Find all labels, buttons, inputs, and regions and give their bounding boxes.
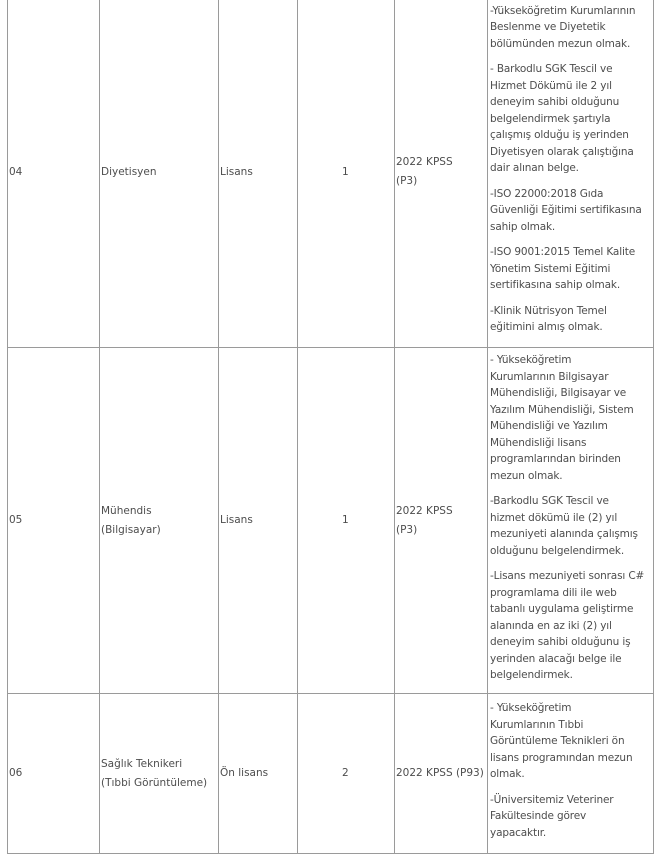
requirement-paragraph [490, 493, 653, 559]
kpss-score-type: 2022 KPSS [396, 504, 453, 517]
requirement-line: mezun olmak. [490, 469, 563, 482]
requirement-paragraph [490, 792, 653, 842]
requirement-line: Kurumlarının Tıbbi [490, 718, 584, 731]
requirement-line: belgelendirmek şartıyla [490, 112, 611, 125]
quantity: 1 [342, 514, 349, 527]
requirement-line: alanında en az iki (2) yıl [490, 619, 612, 632]
requirements-cell [488, 348, 654, 694]
requirement-line: olduğunu belgelendirmek. [490, 544, 625, 557]
kpss-score-type: 2022 KPSS (P93) [396, 767, 484, 779]
requirements-cell [488, 693, 654, 853]
position-number: 04 [9, 165, 23, 178]
kpss-score-type: (P3) [396, 175, 418, 187]
requirement-line: Fakültesinde görev [490, 810, 587, 822]
requirement-line: Güvenliği Eğitimi sertifikasına [490, 204, 642, 216]
kpss-cell [395, 693, 488, 853]
position-number-cell [8, 0, 100, 348]
kpss-cell [395, 348, 488, 694]
positions-table [7, 0, 654, 854]
requirement-line: bölümünden mezun olmak. [490, 37, 631, 50]
requirement-line: -Barkodlu SGK Tescil ve [490, 495, 609, 507]
position-number-cell [8, 348, 100, 694]
requirement-line: Yazılım Mühendisliği, Sistem [490, 403, 634, 416]
requirement-line: Mühendisliği ve Yazılım [490, 420, 608, 432]
requirement-paragraph [490, 700, 653, 783]
requirement-line: -Yükseköğretim Kurumlarının [490, 4, 636, 17]
requirement-line: mezuniyeti alanında çalışmış [490, 528, 638, 540]
position-title: (Tıbbi Görüntüleme) [101, 776, 208, 789]
position-title-cell [100, 348, 219, 694]
requirement-paragraph [490, 3, 653, 53]
requirement-paragraph [490, 352, 653, 484]
requirements-cell [488, 0, 654, 348]
requirement-line: -ISO 9001:2015 Temel Kalite [490, 246, 636, 258]
requirement-line: tabanlı uygulama geliştirme [490, 603, 634, 615]
requirement-line: programlarından birinden [490, 453, 621, 465]
table-row [8, 0, 654, 348]
positions-table-body [8, 0, 654, 853]
kpss-score-type: (P3) [396, 523, 418, 536]
requirement-line: sertifikasına sahip olmak. [490, 279, 621, 291]
quantity-cell [298, 0, 395, 348]
requirement-line: programlama dili ile web [490, 586, 617, 599]
position-number: 06 [9, 767, 23, 779]
quantity: 2 [342, 767, 349, 779]
requirement-line: Kurumlarının Bilgisayar [490, 370, 609, 383]
requirement-line: Görüntüleme Teknikleri ön [490, 735, 625, 747]
requirement-line: Hizmet Dökümü ile 2 yıl [490, 79, 612, 92]
education-level-cell [219, 693, 298, 853]
quantity-cell [298, 693, 395, 853]
requirement-line: dair alınan belge. [490, 162, 579, 174]
requirement-paragraph [490, 61, 653, 177]
position-title: Diyetisyen [101, 165, 157, 178]
position-title: (Bilgisayar) [101, 523, 161, 536]
requirement-line: Mühendisliği, Bilgisayar ve [490, 387, 627, 399]
requirement-line: lisans programından mezun [490, 751, 633, 764]
quantity-cell [298, 348, 395, 694]
requirement-paragraph [490, 303, 653, 336]
requirements [488, 0, 653, 336]
requirement-line: Diyetisyen olarak çalıştığına [490, 145, 634, 158]
education-level-cell [219, 0, 298, 348]
education-level: Ön lisans [220, 767, 269, 779]
requirement-line: olmak. [490, 768, 525, 780]
requirement-line: çalışmış olduğu iş yerinden [490, 129, 629, 141]
kpss-score-type: 2022 KPSS [396, 156, 453, 168]
requirement-line: Yönetim Sistemi Eğitimi [490, 262, 611, 275]
requirement-line: -Üniversitemiz Veteriner [490, 793, 614, 806]
position-title-cell [100, 0, 219, 348]
requirement-line: hizmet dökümü ile (2) yıl [490, 511, 618, 524]
requirement-line: deneyim sahibi olduğunu [490, 96, 620, 108]
education-level-cell [219, 348, 298, 694]
requirement-paragraph [490, 568, 653, 684]
position-title: Mühendis [101, 504, 152, 517]
requirements [488, 696, 653, 841]
table-row [8, 693, 654, 853]
requirement-line: deneyim sahibi olduğunu iş [490, 636, 631, 648]
position-number-cell [8, 693, 100, 853]
requirements [488, 348, 653, 684]
requirement-line: - Yükseköğretim [490, 702, 572, 714]
requirement-line: - Yükseköğretim [490, 354, 572, 366]
requirement-line: -ISO 22000:2018 Gıda [490, 187, 604, 200]
position-title-cell [100, 693, 219, 853]
requirement-paragraph [490, 244, 653, 294]
requirement-line: Mühendisliği lisans [490, 436, 587, 449]
requirement-line: yapacaktır. [490, 826, 547, 839]
position-title: Sağlık Teknikeri [101, 757, 183, 770]
requirement-line: - Barkodlu SGK Tescil ve [490, 63, 613, 75]
requirement-line: -Lisans mezuniyeti sonrası C# [490, 570, 645, 582]
requirement-line: eğitimini almış olmak. [490, 321, 603, 333]
requirement-line: belgelendirmek. [490, 669, 573, 681]
requirement-line: -Klinik Nütrisyon Temel [490, 304, 607, 317]
table-row [8, 348, 654, 694]
education-level: Lisans [220, 165, 253, 178]
requirement-line: sahip olmak. [490, 220, 556, 233]
requirement-line: Beslenme ve Diyetetik [490, 21, 606, 33]
position-number: 05 [9, 514, 23, 527]
quantity: 1 [342, 165, 349, 178]
education-level: Lisans [220, 514, 253, 527]
kpss-cell [395, 0, 488, 348]
requirement-line: yerinden alacağı belge ile [490, 652, 622, 665]
requirement-paragraph [490, 186, 653, 236]
